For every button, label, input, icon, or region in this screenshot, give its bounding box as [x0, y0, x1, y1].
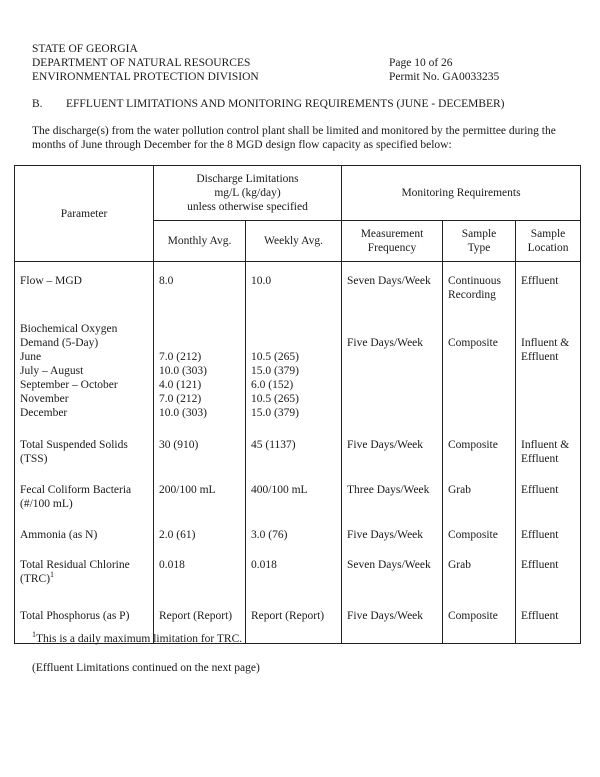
cell-line: [251, 350, 336, 364]
header-line: Discharge Limitations: [196, 173, 299, 185]
cell-text: Five Days/Week: [347, 529, 424, 541]
table-row: [15, 262, 581, 313]
parameter-cell: [15, 550, 154, 596]
cell-text: 0.018: [251, 559, 277, 571]
cell-line: [20, 406, 148, 420]
weekly-avg-cell: [246, 428, 342, 474]
cell-line: [20, 452, 148, 466]
cell-line: [159, 336, 240, 350]
cell-line: [521, 274, 575, 288]
cell-line: [521, 558, 575, 572]
cell-text: Composite: [448, 439, 498, 451]
weekly-avg-cell: [246, 550, 342, 596]
footnote-text: This is a daily maximum limitation for TRC.: [36, 633, 243, 645]
weekly-avg-cell: [246, 474, 342, 519]
cell-line: [20, 572, 148, 586]
cell-line: [347, 322, 437, 336]
cell-line: [159, 406, 240, 420]
cell-line: [448, 322, 510, 336]
sample-location-cell: [516, 596, 581, 644]
sample-type-cell: [443, 474, 516, 519]
frequency-cell: [342, 312, 443, 428]
agency-line: STATE OF GEORGIA: [32, 43, 138, 55]
cell-line: [521, 609, 575, 623]
page-info: [389, 56, 499, 84]
cell-text: 15.0 (379): [251, 407, 299, 419]
agency-line: DEPARTMENT OF NATURAL RESOURCES: [32, 57, 251, 69]
cell-line: [20, 609, 148, 623]
cell-text: Five Days/Week: [347, 337, 424, 349]
header-sample-location: [516, 221, 581, 262]
cell-text: Flow – MGD: [20, 275, 82, 287]
cell-line: [347, 483, 437, 497]
cell-line: [20, 350, 148, 364]
cell-text: 7.0 (212): [159, 351, 202, 363]
cell-text: Ammonia (as N): [20, 529, 98, 541]
cell-text: 10.0: [251, 275, 272, 287]
table-body: [15, 262, 581, 644]
monthly-avg-cell: [154, 519, 246, 550]
cell-text: Fecal Coliform Bacteria: [20, 484, 132, 496]
cell-line: [20, 378, 148, 392]
cell-text: 10.5 (265): [251, 393, 299, 405]
cell-line: [251, 438, 336, 452]
table-row: [15, 474, 581, 519]
cell-line: [448, 274, 510, 288]
table-row: [15, 428, 581, 474]
cell-line: [159, 378, 240, 392]
cell-text: Composite: [448, 610, 498, 622]
cell-text: 6.0 (152): [251, 379, 294, 391]
cell-text: Continuous: [448, 275, 502, 287]
footnote-marker: 1: [32, 630, 36, 640]
sample-type-cell: [443, 519, 516, 550]
cell-line: [159, 528, 240, 542]
cell-text: Three Days/Week: [347, 484, 430, 496]
cell-line: [251, 406, 336, 420]
header-line: Location: [527, 242, 569, 254]
cell-text: Influent &: [521, 439, 570, 451]
cell-line: [20, 528, 148, 542]
parameter-cell: [15, 262, 154, 313]
cell-text: Five Days/Week: [347, 439, 424, 451]
cell-text: Composite: [448, 529, 498, 541]
footnote-reference: 1: [50, 570, 55, 580]
agency-header: [32, 42, 259, 84]
cell-line: [521, 322, 575, 336]
cell-text: Influent &: [521, 337, 570, 349]
parameter-cell: [15, 474, 154, 519]
weekly-avg-cell: [246, 262, 342, 313]
cell-text: June: [20, 351, 42, 363]
cell-text: Demand (5-Day): [20, 337, 99, 349]
cell-text: Composite: [448, 337, 498, 349]
cell-text: Grab: [448, 559, 471, 571]
cell-line: [448, 609, 510, 623]
cell-text: Biochemical Oxygen: [20, 323, 118, 335]
header-line: Frequency: [367, 242, 417, 254]
cell-text: 0.018: [159, 559, 185, 571]
sample-location-cell: [516, 312, 581, 428]
continued-note: (Effluent Limitations continued on the next page): [32, 662, 260, 674]
sample-type-cell: [443, 262, 516, 313]
sample-location-cell: [516, 428, 581, 474]
cell-text: Seven Days/Week: [347, 559, 431, 571]
cell-text: 2.0 (61): [159, 529, 196, 541]
cell-text: 10.0 (303): [159, 365, 207, 377]
weekly-avg-cell: [246, 519, 342, 550]
section-number: B.: [32, 98, 43, 110]
monthly-avg-cell: [154, 312, 246, 428]
cell-text: 45 (1137): [251, 439, 296, 451]
cell-text: Seven Days/Week: [347, 275, 431, 287]
page-number: Page 10 of 26: [389, 57, 453, 69]
cell-text: 400/100 mL: [251, 484, 308, 496]
cell-text: Effluent: [521, 453, 559, 465]
cell-line: [521, 350, 575, 364]
header-parameter: Parameter: [15, 166, 154, 262]
sample-location-cell: [516, 550, 581, 596]
parameter-cell: [15, 312, 154, 428]
cell-line: [251, 609, 336, 623]
cell-line: [347, 558, 437, 572]
monthly-avg-cell: [154, 474, 246, 519]
cell-line: [448, 528, 510, 542]
cell-line: [448, 438, 510, 452]
cell-text: Recording: [448, 289, 496, 301]
cell-text: December: [20, 407, 68, 419]
header-monthly-avg: Monthly Avg.: [154, 221, 246, 262]
header-line: Measurement: [360, 228, 424, 240]
header-sample-type: [443, 221, 516, 262]
cell-text: 200/100 mL: [159, 484, 216, 496]
cell-line: [20, 336, 148, 350]
cell-text: Five Days/Week: [347, 610, 424, 622]
cell-line: [251, 336, 336, 350]
sample-location-cell: [516, 474, 581, 519]
section-title: EFFLUENT LIMITATIONS AND MONITORING REQUIREMENTS (JUNE - DECEMBER): [66, 98, 505, 110]
cell-line: [448, 336, 510, 350]
monthly-avg-cell: [154, 428, 246, 474]
cell-line: [347, 336, 437, 350]
cell-line: [159, 392, 240, 406]
cell-text: Grab: [448, 484, 471, 496]
effluent-limitations-table: [14, 165, 581, 644]
cell-line: [20, 497, 148, 511]
monthly-avg-cell: [154, 550, 246, 596]
table-row: [15, 550, 581, 596]
cell-text: 10.0 (303): [159, 407, 207, 419]
header-line: mg/L (kg/day): [214, 187, 281, 199]
header-line: Sample: [461, 228, 497, 240]
cell-line: [448, 288, 510, 302]
cell-text: Effluent: [521, 610, 559, 622]
cell-text: (TSS): [20, 453, 48, 465]
cell-line: [20, 483, 148, 497]
header-line: Sample: [530, 228, 566, 240]
frequency-cell: [342, 550, 443, 596]
cell-text: Effluent: [521, 559, 559, 571]
sample-type-cell: [443, 312, 516, 428]
cell-line: [251, 528, 336, 542]
cell-text: Effluent: [521, 529, 559, 541]
cell-line: [159, 322, 240, 336]
cell-line: [251, 322, 336, 336]
sample-type-cell: [443, 596, 516, 644]
section-heading: [32, 98, 505, 110]
frequency-cell: [342, 474, 443, 519]
frequency-cell: [342, 596, 443, 644]
header-monitoring-requirements: Monitoring Requirements: [342, 166, 581, 221]
cell-text: Report (Report): [159, 610, 233, 622]
sample-location-cell: [516, 519, 581, 550]
cell-line: [251, 274, 336, 288]
cell-text: July – August: [20, 365, 84, 377]
cell-line: [159, 274, 240, 288]
frequency-cell: [342, 428, 443, 474]
cell-text: Total Suspended Solids: [20, 439, 128, 451]
cell-text: 3.0 (76): [251, 529, 288, 541]
header-measurement-frequency: [342, 221, 443, 262]
cell-text: 7.0 (212): [159, 393, 202, 405]
cell-text: 30 (910): [159, 439, 199, 451]
cell-line: [20, 274, 148, 288]
sample-type-cell: [443, 550, 516, 596]
cell-line: [521, 528, 575, 542]
cell-line: [448, 558, 510, 572]
permit-number: Permit No. GA0033235: [389, 71, 500, 83]
agency-line: ENVIRONMENTAL PROTECTION DIVISION: [32, 71, 259, 83]
header-discharge-limitations: [154, 166, 342, 221]
sample-location-cell: [516, 262, 581, 313]
cell-text: Effluent: [521, 351, 559, 363]
header-weekly-avg: Weekly Avg.: [246, 221, 342, 262]
frequency-cell: [342, 262, 443, 313]
table-row: [15, 312, 581, 428]
footnote: [32, 630, 243, 645]
cell-line: [521, 438, 575, 452]
cell-line: [159, 364, 240, 378]
sample-type-cell: [443, 428, 516, 474]
intro-paragraph: The discharge(s) from the water pollution control plant shall be limited and monitored by the permittee during the months of June through December for the 8 MGD design flow capacity as specified below:: [32, 125, 556, 151]
cell-line: [159, 558, 240, 572]
cell-line: [448, 483, 510, 497]
weekly-avg-cell: [246, 312, 342, 428]
header-line: unless otherwise specified: [187, 201, 308, 213]
cell-text: Effluent: [521, 275, 559, 287]
parameter-cell: [15, 428, 154, 474]
cell-line: [347, 274, 437, 288]
cell-line: [20, 438, 148, 452]
monthly-avg-cell: [154, 262, 246, 313]
cell-line: [521, 336, 575, 350]
cell-line: [251, 483, 336, 497]
cell-line: [251, 364, 336, 378]
cell-line: [20, 364, 148, 378]
weekly-avg-cell: [246, 596, 342, 644]
cell-text: 10.5 (265): [251, 351, 299, 363]
cell-line: [159, 350, 240, 364]
cell-text: November: [20, 393, 69, 405]
cell-text: Report (Report): [251, 610, 325, 622]
cell-line: [20, 392, 148, 406]
cell-text: (TRC): [20, 573, 51, 585]
cell-line: [20, 558, 148, 572]
cell-text: 15.0 (379): [251, 365, 299, 377]
cell-line: [251, 378, 336, 392]
table-row: [15, 519, 581, 550]
cell-line: [251, 558, 336, 572]
cell-text: 8.0: [159, 275, 174, 287]
cell-text: Total Phosphorus (as P): [20, 610, 130, 622]
cell-text: (#/100 mL): [20, 498, 73, 510]
cell-line: [347, 528, 437, 542]
frequency-cell: [342, 519, 443, 550]
cell-line: [347, 609, 437, 623]
cell-line: [521, 483, 575, 497]
cell-line: [159, 609, 240, 623]
cell-text: Effluent: [521, 484, 559, 496]
cell-line: [159, 483, 240, 497]
cell-line: [159, 438, 240, 452]
cell-text: Total Residual Chlorine: [20, 559, 130, 571]
cell-line: [251, 392, 336, 406]
cell-line: [20, 322, 148, 336]
header-line: Type: [467, 242, 491, 254]
cell-text: September – October: [20, 379, 118, 391]
parameter-cell: [15, 519, 154, 550]
cell-text: 4.0 (121): [159, 379, 202, 391]
cell-line: [521, 452, 575, 466]
cell-line: [347, 438, 437, 452]
